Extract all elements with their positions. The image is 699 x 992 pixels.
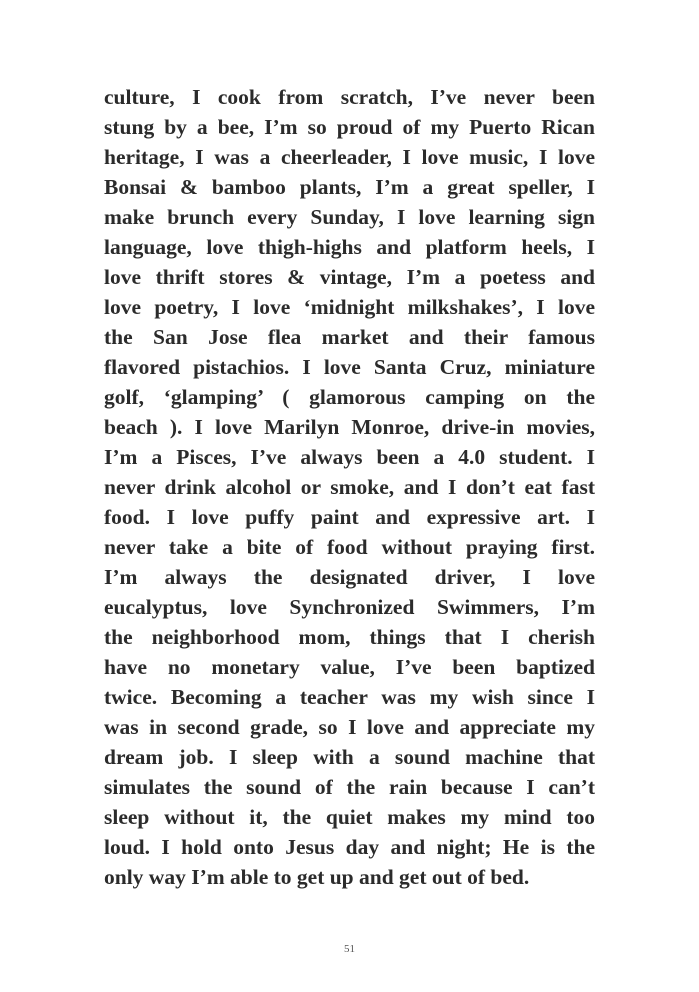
text-line: heritage, I was a cheerleader, I love music, I love (104, 145, 595, 169)
text-line: have no monetary value, I’ve been baptized (104, 655, 595, 679)
text-line-last: only way I’m able to get up and get out of bed. (104, 865, 530, 889)
text-line: flavored pistachios. I love Santa Cruz, miniature (104, 355, 595, 379)
text-line: Bonsai & bamboo plants, I’m a great speller, I (104, 175, 595, 199)
text-line: never take a bite of food without praying first. (104, 535, 595, 559)
text-line: was in second grade, so I love and appreciate my (104, 715, 595, 739)
text-line: culture, I cook from scratch, I’ve never been (104, 85, 595, 109)
text-line: make brunch every Sunday, I love learning sign (104, 205, 595, 229)
text-line: love thrift stores & vintage, I’m a poetess and (104, 265, 595, 289)
text-line: simulates the sound of the rain because I can’t (104, 775, 595, 799)
text-line: beach ). I love Marilyn Monroe, drive-in movies, (104, 415, 595, 439)
text-line: food. I love puffy paint and expressive art. I (104, 505, 595, 529)
text-line: golf, ‘glamping’ ( glamorous camping on the (104, 385, 595, 409)
text-line: the San Jose flea market and their famous (104, 325, 595, 349)
text-line: love poetry, I love ‘midnight milkshakes’, I love (104, 295, 595, 319)
text-line: never drink alcohol or smoke, and I don’t eat fast (104, 475, 595, 499)
text-line: twice. Becoming a teacher was my wish since I (104, 685, 595, 709)
text-line: dream job. I sleep with a sound machine that (104, 745, 595, 769)
text-line: I’m a Pisces, I’ve always been a 4.0 student. I (104, 445, 595, 469)
text-line: eucalyptus, love Synchronized Swimmers, I’m (104, 595, 595, 619)
text-line: I’m always the designated driver, I love (104, 565, 595, 589)
text-line: the neighborhood mom, things that I cherish (104, 625, 595, 649)
text-line: loud. I hold onto Jesus day and night; He is the (104, 835, 595, 859)
text-line: sleep without it, the quiet makes my mind too (104, 805, 595, 829)
page-number: 51 (344, 943, 355, 955)
body-paragraph (104, 82, 595, 892)
text-line: stung by a bee, I’m so proud of my Puerto Rican (104, 115, 595, 139)
text-line: language, love thigh-highs and platform heels, I (104, 235, 595, 259)
